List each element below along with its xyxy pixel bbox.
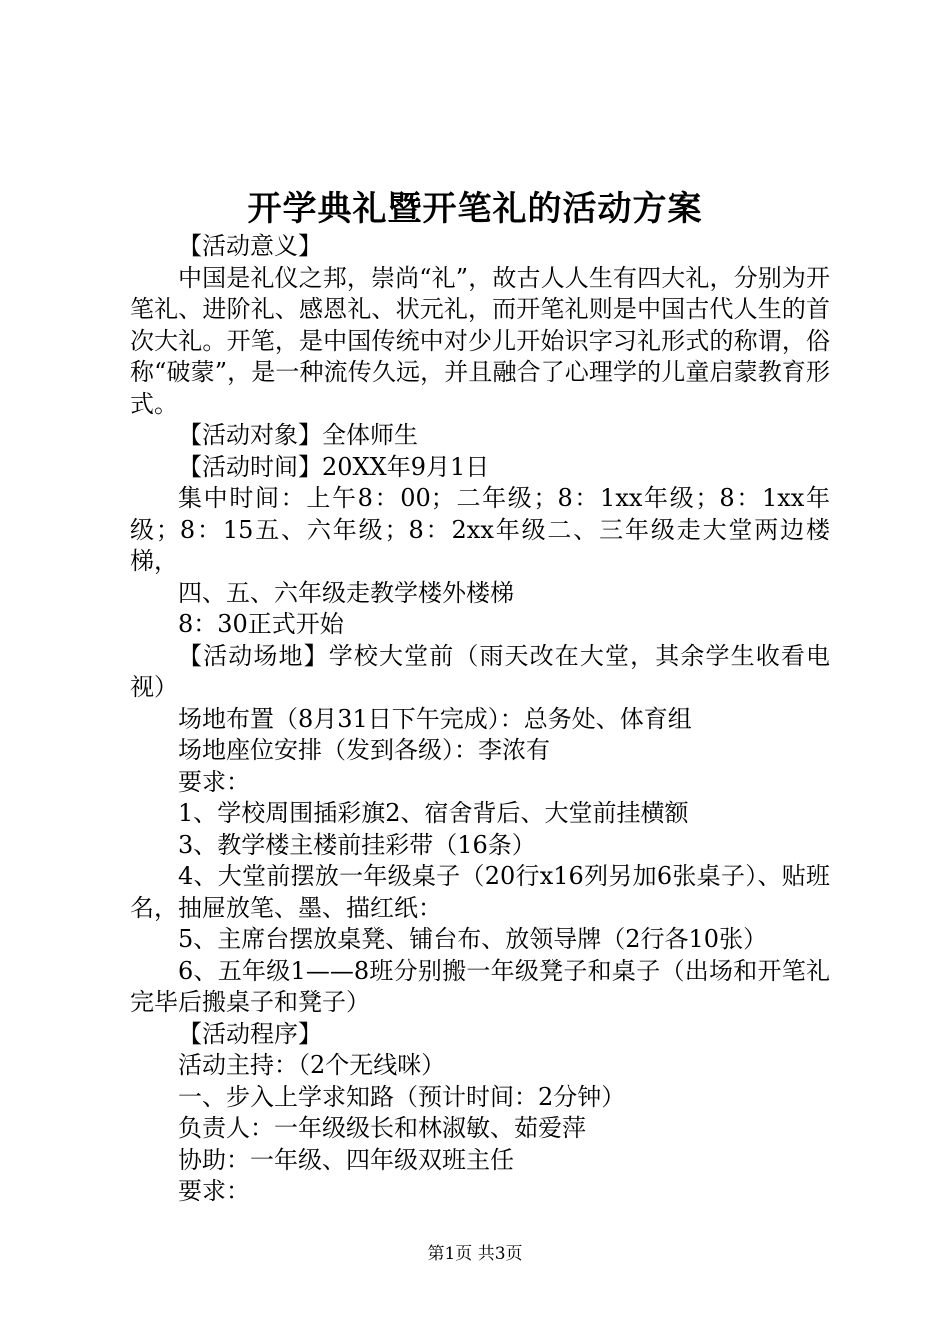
page-number-footer: 第1页 共3页 bbox=[427, 1244, 523, 1264]
paragraph-host: 活动主持：（2个无线咪） bbox=[178, 1051, 446, 1079]
paragraph-venue: 【活动场地】学校大堂前（雨天改在大堂，其余学生收看电视） bbox=[130, 641, 830, 701]
requirement-item: 1、学校周围插彩旗2、宿舍背后、大堂前挂横额 bbox=[178, 799, 689, 827]
paragraph-requirements-heading-2: 要求： bbox=[178, 1177, 250, 1205]
paragraph-venue-setup: 场地布置（8月31日下午完成）：总务处、体育组 bbox=[178, 704, 692, 733]
paragraph-gathering-time: 集中时间：上午8：00；二年级；8：1xx年级；8：1xx年级；8：15五、六年级；8：2xx年级二、三年级走大堂两边楼梯， bbox=[130, 484, 830, 575]
requirement-item: 4、大堂前摆放一年级桌子（20行x16列另加6张桌子）、贴班名，抽屉放笔、墨、描红纸： bbox=[130, 862, 830, 922]
paragraph-stairs: 四、五、六年级走教学楼外楼梯 bbox=[178, 578, 514, 607]
paragraph-step-one: 一、步入上学求知路（预计时间：2分钟） bbox=[178, 1082, 626, 1111]
requirement-item: 6、五年级1——8班分别搬一年级凳子和桌子（出场和开笔礼完毕后搬桌子和凳子） bbox=[130, 956, 830, 1016]
paragraph-seating: 场地座位安排（发到各级）：李浓有 bbox=[178, 736, 550, 764]
paragraph-significance: 中国是礼仪之邦，崇尚“礼”，故古人人生有四大礼，分别为开笔礼、进阶礼、感恩礼、状元礼，而开笔礼则是中国古代人生的首次大礼。开笔，是中国传统中对少儿开始识字习礼形式的称谓，俗称“破蒙”，是一种流传久远，并且融合了心理学的儿童启蒙教育形式。 bbox=[130, 263, 830, 418]
requirement-item: 5、主席台摆放桌凳、铺台布、放领导牌（2行各10张） bbox=[178, 925, 768, 953]
paragraph-date: 【活动时间】20XX年9月1日 bbox=[178, 452, 490, 481]
requirement-item: 3、教学楼主楼前挂彩带（16条） bbox=[178, 830, 536, 859]
paragraph-requirements-heading: 要求： bbox=[178, 767, 250, 796]
paragraph-participants: 【活动对象】全体师生 bbox=[178, 421, 418, 449]
paragraph-procedure-heading: 【活动程序】 bbox=[178, 1019, 322, 1048]
paragraph-significance-heading: 【活动意义】 bbox=[178, 232, 322, 260]
document-body bbox=[130, 231, 830, 1208]
paragraph-start-time: 8：30正式开始 bbox=[178, 610, 344, 638]
paragraph-responsible: 负责人：一年级级长和林淑敏、茹爱萍 bbox=[178, 1114, 586, 1142]
document-title: 开学典礼暨开笔礼的活动方案 bbox=[247, 189, 703, 229]
paragraph-assist: 协助：一年级、四年级双班主任 bbox=[178, 1145, 514, 1174]
